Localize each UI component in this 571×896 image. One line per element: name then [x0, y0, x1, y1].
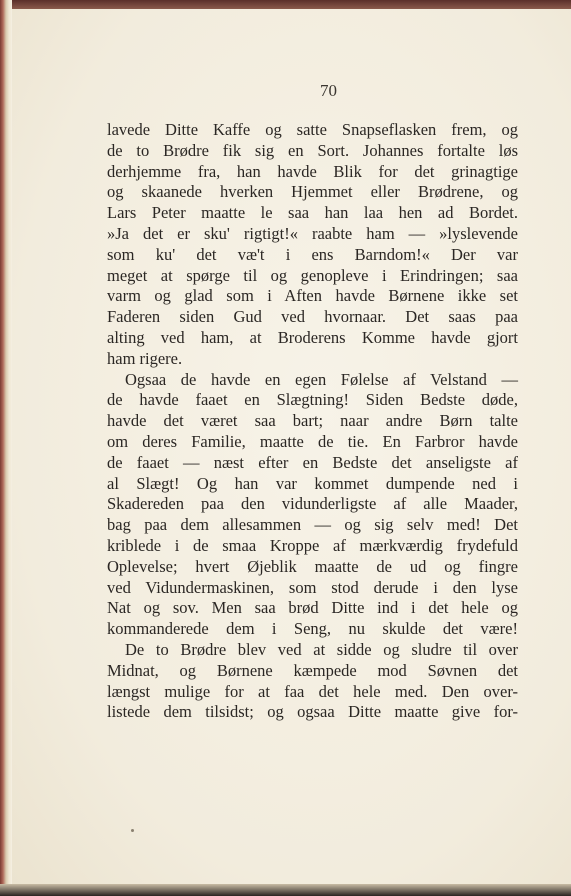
text-line: længst mulige for at faa det hele med. Den over-	[107, 681, 518, 701]
text-line: De to Brødre blev ved at sidde og sludre til over	[125, 639, 518, 659]
text-line: meget at spørge til og genopleve i Erindringen; saa	[107, 265, 518, 285]
text-line: listede dem tilsidst; og ogsaa Ditte maatte give for-	[107, 702, 518, 722]
text-line: havde det været saa bart; naar andre Børn talte	[107, 411, 518, 431]
text-line: varm og glad som i Aften havde Børnene ikke set	[107, 286, 518, 306]
text-line: derhjemme fra, han havde Blik for det grinagtige	[107, 161, 518, 181]
top-page-edge	[0, 0, 571, 9]
page-number: 70	[320, 81, 337, 100]
text-line: Oplevelse; hvert Øjeblik maatte de ud og fingre	[107, 556, 518, 576]
text-line: som ku' det væ't i ens Barndom!« Der var	[107, 244, 518, 264]
text-line: lavede Ditte Kaffe og satte Snapseflasken frem, og	[107, 120, 518, 139]
text-line: kommanderede dem i Seng, nu skulde det være!	[107, 619, 518, 639]
book-spine-edge	[0, 0, 12, 896]
text-line: Faderen siden Gud ved hvornaar. Det saas paa	[107, 307, 518, 327]
body-text	[107, 120, 518, 723]
text-line: de faaet — næst efter en Bedste det anseligste af	[107, 452, 518, 472]
text-line: »Ja det er sku' rigtigt!« raabte ham — »lyslevende	[107, 223, 518, 243]
text-line: Ogsaa de havde en egen Følelse af Velstand —	[125, 369, 518, 389]
text-line: bag paa dem allesammen — og sig selv med! Det	[107, 515, 518, 535]
paper-speck	[131, 829, 134, 832]
text-line: Skadereden paa den vidunderligste af alle Maader,	[107, 494, 518, 514]
page-sheet	[12, 9, 571, 884]
text-line: kriblede i de smaa Kroppe af mærkværdig frydefuld	[107, 535, 518, 555]
text-line: Midnat, og Børnene kæmpede mod Søvnen det	[107, 660, 518, 680]
text-line: ved Vidundermaskinen, som stod derude i den lyse	[107, 577, 518, 597]
text-line: alting ved ham, at Broderens Komme havde gjort	[107, 327, 518, 347]
text-line: Nat og sov. Men saa brød Ditte ind i det hele og	[107, 598, 518, 618]
text-line: og skaanede hverken Hjemmet eller Brødrene, og	[107, 182, 518, 202]
text-line: al Slægt! Og han var kommet dumpende ned i	[107, 473, 518, 493]
text-line: de to Brødre fik sig en Sort. Johannes fortalte løs	[107, 140, 518, 160]
text-line: om deres Familie, maatte de tie. En Farbror havde	[107, 431, 518, 451]
text-line: de havde faaet en Slægtning! Siden Bedste døde,	[107, 390, 518, 410]
text-line: Lars Peter maatte le saa han laa hen ad Bordet.	[107, 203, 518, 223]
text-line: ham rigere.	[107, 348, 183, 368]
bottom-page-edge	[0, 884, 571, 896]
